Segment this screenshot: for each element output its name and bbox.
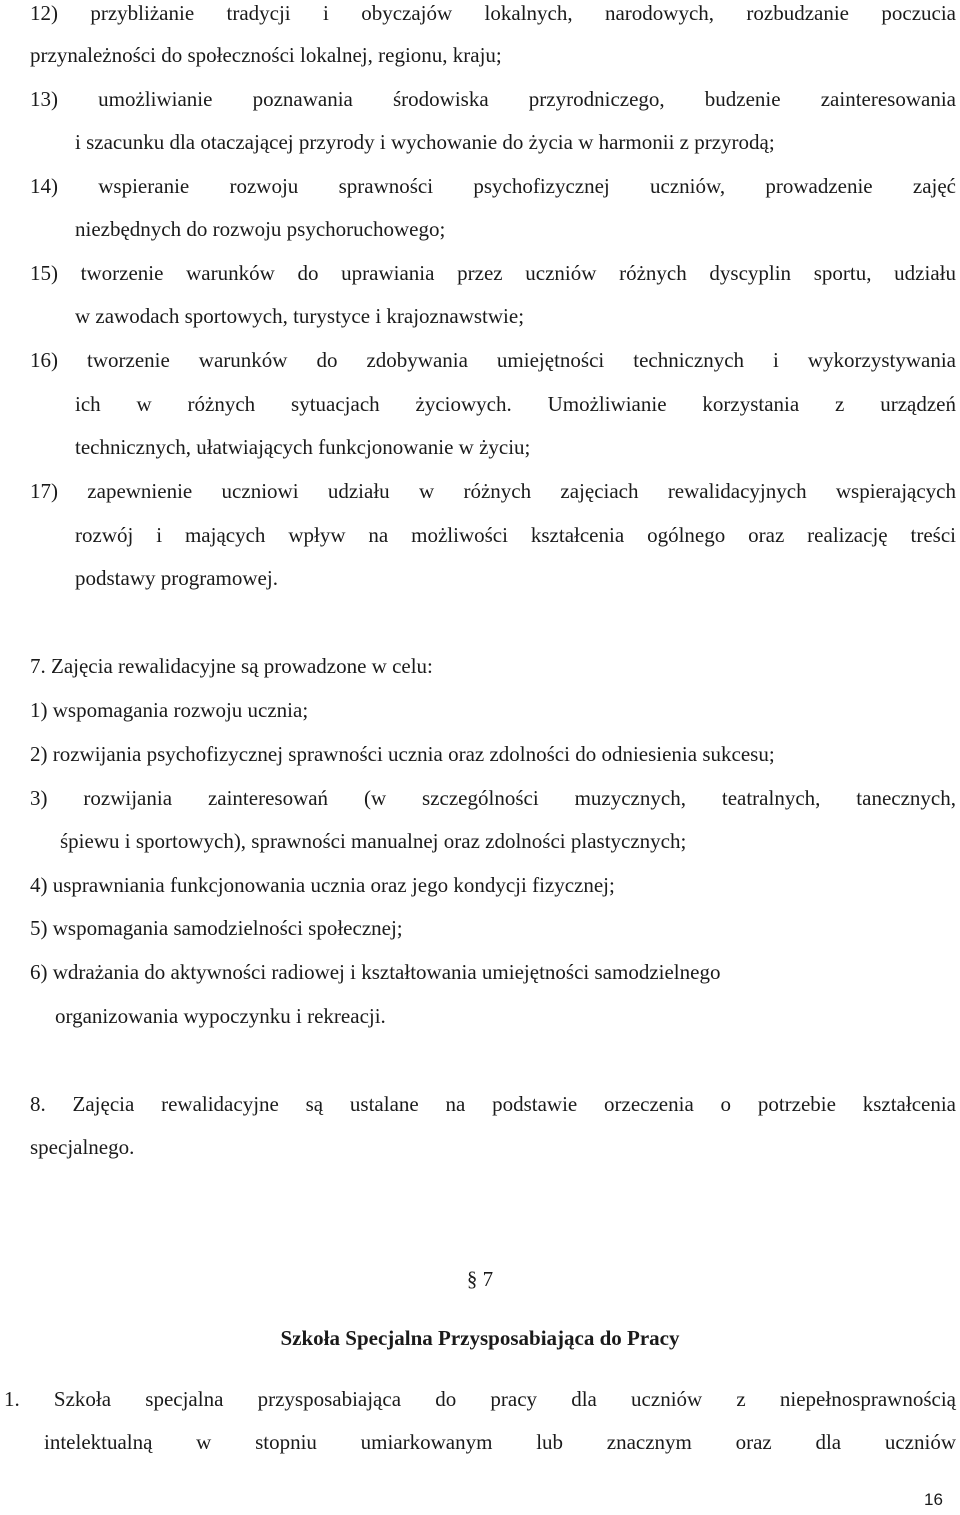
list-item-16-line1: 16) tworzenie warunków do zdobywania umiejętności technicznych i wykorzystywania bbox=[30, 348, 956, 372]
section-7-intro: 7. Zajęcia rewalidacyjne są prowadzone w celu: bbox=[30, 654, 433, 678]
section-7-item-6-line1: 6) wdrażania do aktywności radiowej i kształtowania umiejętności samodzielnego bbox=[30, 960, 721, 984]
list-item-13-line2: i szacunku dla otaczającej przyrody i wychowanie do życia w harmonii z przyrodą; bbox=[75, 130, 775, 154]
list-item-14-line2: niezbędnych do rozwoju psychoruchowego; bbox=[75, 217, 446, 241]
page-number: 16 bbox=[924, 1490, 943, 1509]
para-1-line2: intelektualną w stopniu umiarkowanym lub znacznym oraz dla uczniów bbox=[44, 1430, 956, 1454]
list-item-14-line1: 14) wspieranie rozwoju sprawności psychofizycznej uczniów, prowadzenie zajęć bbox=[30, 174, 956, 198]
list-item-17-line2: rozwój i mających wpływ na możliwości kształcenia ogólnego oraz realizację treści bbox=[75, 523, 956, 547]
section-8-line1: 8. Zajęcia rewalidacyjne są ustalane na podstawie orzeczenia o potrzebie kształcenia bbox=[30, 1092, 956, 1116]
list-item-12-line1: 12) przybliżanie tradycji i obyczajów lokalnych, narodowych, rozbudzanie poczucia bbox=[30, 1, 956, 25]
section-title: Szkoła Specjalna Przysposabiająca do Pracy bbox=[280, 1326, 680, 1350]
list-item-16-line3: technicznych, ułatwiających funkcjonowanie w życiu; bbox=[75, 435, 531, 459]
section-7-item-5: 5) wspomagania samodzielności społecznej; bbox=[30, 916, 403, 940]
section-7-item-3-line2: śpiewu i sportowych), sprawności manualnej oraz zdolności plastycznych; bbox=[60, 829, 687, 853]
list-item-15-line1: 15) tworzenie warunków do uprawiania przez uczniów różnych dyscyplin sportu, udziału bbox=[30, 261, 956, 285]
list-item-16-line2: ich w różnych sytuacjach życiowych. Umożliwianie korzystania z urządzeń bbox=[75, 392, 956, 416]
section-7-item-4: 4) usprawniania funkcjonowania ucznia oraz jego kondycji fizycznej; bbox=[30, 873, 615, 897]
section-7-item-3-line1: 3) rozwijania zainteresowań (w szczególności muzycznych, teatralnych, tanecznych, bbox=[30, 786, 956, 810]
section-7-item-6-line2: organizowania wypoczynku i rekreacji. bbox=[55, 1004, 386, 1028]
list-item-17-line3: podstawy programowej. bbox=[75, 566, 278, 590]
section-7-item-2: 2) rozwijania psychofizycznej sprawności ucznia oraz zdolności do odniesienia sukcesu; bbox=[30, 742, 775, 766]
section-7-item-1: 1) wspomagania rozwoju ucznia; bbox=[30, 698, 309, 722]
list-item-17-line1: 17) zapewnienie uczniowi udziału w różnych zajęciach rewalidacyjnych wspierających bbox=[30, 479, 956, 503]
paragraph-sign: § 7 bbox=[466, 1267, 494, 1291]
list-item-15-line2: w zawodach sportowych, turystyce i krajoznawstwie; bbox=[75, 304, 525, 328]
para-1-line1: 1. Szkoła specjalna przysposabiająca do pracy dla uczniów z niepełnosprawnością bbox=[4, 1387, 956, 1411]
list-item-12-line2: przynależności do społeczności lokalnej, regionu, kraju; bbox=[30, 43, 502, 67]
list-item-13-line1: 13) umożliwianie poznawania środowiska przyrodniczego, budzenie zainteresowania bbox=[30, 87, 956, 111]
section-8-line2: specjalnego. bbox=[30, 1135, 135, 1159]
